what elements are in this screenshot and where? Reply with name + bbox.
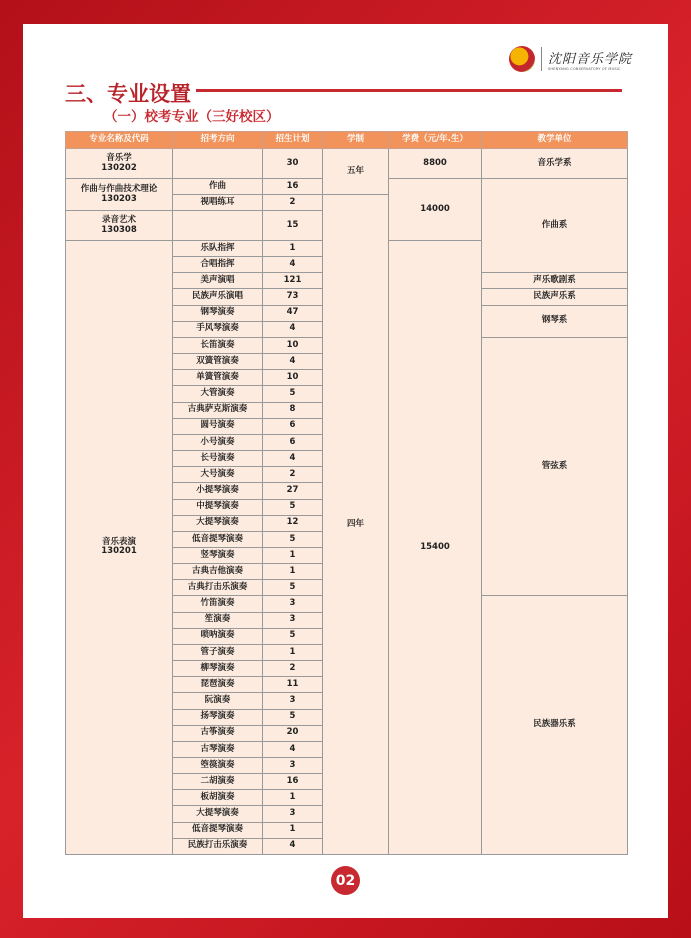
major-cell-text: 音乐学 (106, 152, 132, 163)
direction-cell (173, 806, 263, 822)
direction-cell (173, 644, 263, 660)
direction-cell (173, 580, 263, 596)
plan-cell (263, 483, 323, 499)
page-number: 02 (331, 866, 360, 895)
plan-cell (263, 321, 323, 337)
direction-cell-text: 笙演奏 (204, 614, 231, 625)
plan-cell-text: 4 (289, 743, 296, 754)
plan-cell (263, 774, 323, 790)
plan-cell-text: 47 (286, 307, 299, 318)
direction-cell (173, 838, 263, 854)
direction-cell-text: 大管演奏 (200, 388, 235, 399)
plan-cell (263, 515, 323, 531)
plan-cell-text: 5 (289, 533, 296, 544)
unit-cell-text: 音乐学系 (537, 157, 572, 168)
header-major: 专业名称及代码 (66, 132, 173, 149)
table-row (66, 149, 628, 179)
header-direction: 招考方向 (173, 132, 263, 149)
direction-cell-text: 板胡演奏 (200, 792, 235, 802)
plan-cell (263, 337, 323, 353)
major-cell-code: 130202 (101, 162, 137, 173)
plan-cell-text: 10 (286, 339, 299, 350)
direction-cell (173, 693, 263, 709)
plan-cell-text: 11 (286, 678, 299, 689)
direction-cell-text: 手风琴演奏 (196, 323, 239, 334)
fee-cell (389, 149, 482, 179)
plan-cell-text: 5 (289, 581, 296, 592)
plan-cell (263, 257, 323, 273)
plan-cell-text: 3 (289, 808, 296, 819)
unit-cell-text: 民族器乐系 (533, 719, 576, 730)
plan-cell-text: 3 (289, 614, 296, 625)
fee-cell (389, 241, 482, 855)
unit-cell (482, 289, 628, 305)
header-plan: 招生计划 (263, 132, 323, 149)
school-logo (509, 46, 632, 72)
title-divider (196, 89, 622, 92)
plan-cell-text: 15 (286, 219, 299, 230)
direction-cell (173, 467, 263, 483)
plan-cell-text: 27 (286, 485, 299, 496)
plan-cell (263, 580, 323, 596)
duration-cell-text: 四年 (346, 518, 364, 529)
direction-cell (173, 564, 263, 580)
plan-cell (263, 531, 323, 547)
direction-cell (173, 677, 263, 693)
direction-cell-text: 大提琴演奏 (196, 517, 239, 528)
unit-cell (482, 596, 628, 855)
direction-cell-text: 唢呐演奏 (200, 630, 235, 641)
plan-cell-text: 5 (289, 388, 296, 399)
direction-cell (173, 741, 263, 757)
direction-cell (173, 628, 263, 644)
major-cell (66, 179, 173, 211)
unit-cell (482, 149, 628, 179)
logo-name-en: SHENYANG CONSERVATORY OF MUSIC (548, 66, 621, 71)
major-cell-code: 130308 (101, 224, 137, 235)
unit-cell (482, 337, 628, 596)
major-cell-text: 作曲与作曲技术理论 (80, 183, 158, 194)
direction-cell-text: 小提琴演奏 (196, 485, 239, 496)
header-unit: 教学单位 (482, 132, 628, 149)
direction-cell-text: 小号演奏 (200, 436, 235, 447)
plan-cell (263, 709, 323, 725)
direction-cell-text: 低音提琴演奏 (191, 824, 243, 835)
school-emblem-icon (509, 46, 535, 72)
plan-cell-text: 1 (289, 549, 296, 560)
direction-cell-text: 美声演唱 (200, 275, 235, 285)
plan-cell-text: 1 (289, 792, 296, 802)
unit-cell-text: 作曲系 (541, 219, 568, 230)
unit-cell (482, 273, 628, 289)
plan-cell (263, 644, 323, 660)
plan-cell-text: 4 (289, 840, 296, 851)
direction-cell-text: 大提琴演奏 (196, 808, 239, 819)
direction-cell (173, 451, 263, 467)
plan-cell-text: 5 (289, 711, 296, 722)
plan-cell (263, 149, 323, 179)
unit-cell (482, 179, 628, 273)
plan-cell (263, 564, 323, 580)
logo-divider (541, 47, 542, 71)
major-cell-text: 音乐表演 (101, 536, 136, 547)
direction-cell-text: 合唱指挥 (200, 258, 235, 269)
duration-cell (323, 195, 389, 855)
direction-cell (173, 596, 263, 612)
plan-cell-text: 4 (289, 258, 296, 269)
direction-cell (173, 241, 263, 257)
direction-cell (173, 370, 263, 386)
plan-cell-text: 6 (289, 420, 296, 431)
fee-cell-text: 8800 (423, 157, 447, 168)
plan-cell-text: 5 (289, 630, 296, 641)
plan-cell (263, 741, 323, 757)
direction-cell-text: 扬琴演奏 (200, 711, 235, 722)
direction-cell (173, 661, 263, 677)
plan-cell (263, 273, 323, 289)
direction-cell (173, 386, 263, 402)
table-header-row (66, 132, 628, 149)
direction-cell (173, 483, 263, 499)
direction-cell (173, 179, 263, 195)
unit-cell-text: 管弦系 (541, 460, 568, 471)
plan-cell-text: 5 (289, 501, 296, 512)
direction-cell-text: 古典萨克斯演奏 (187, 404, 248, 415)
major-cell (66, 211, 173, 241)
direction-cell (173, 289, 263, 305)
direction-cell-text: 大号演奏 (200, 468, 235, 479)
plan-cell-text: 1 (289, 824, 296, 835)
direction-cell-text: 视唱练耳 (200, 196, 235, 207)
direction-cell-text: 作曲 (208, 180, 226, 191)
major-cell-text: 录音艺术 (101, 214, 136, 225)
direction-cell (173, 612, 263, 628)
plan-cell-text: 1 (289, 646, 296, 657)
direction-cell (173, 321, 263, 337)
direction-cell-text: 古筝演奏 (200, 727, 235, 738)
direction-cell-text: 古典吉他演奏 (191, 565, 243, 576)
direction-cell-text: 钢琴演奏 (200, 307, 235, 318)
plan-cell (263, 418, 323, 434)
unit-cell-text: 钢琴系 (541, 315, 568, 326)
direction-cell-text: 柳琴演奏 (200, 662, 235, 673)
direction-cell (173, 337, 263, 353)
direction-cell (173, 402, 263, 418)
direction-cell (173, 709, 263, 725)
plan-cell (263, 305, 323, 321)
direction-cell (173, 499, 263, 515)
direction-cell-text: 长号演奏 (200, 452, 235, 463)
unit-cell (482, 305, 628, 337)
plan-cell (263, 467, 323, 483)
plan-cell (263, 241, 323, 257)
logo-name-cn: 沈阳音乐学院 (548, 51, 633, 67)
direction-cell (173, 257, 263, 273)
plan-cell (263, 758, 323, 774)
direction-cell (173, 305, 263, 321)
plan-cell-text: 10 (286, 371, 299, 382)
direction-cell (173, 531, 263, 547)
major-cell-code: 130203 (101, 193, 137, 204)
plan-cell-text: 73 (286, 291, 299, 302)
plan-cell-text: 3 (289, 695, 296, 706)
plan-cell-text: 1 (289, 242, 296, 253)
plan-cell-text: 20 (286, 727, 299, 738)
direction-cell-text: 阮演奏 (204, 695, 231, 706)
direction-cell (173, 725, 263, 741)
header-fee: 学费（元/年.生） (389, 132, 482, 149)
plan-cell-text: 30 (286, 157, 299, 168)
direction-cell (173, 515, 263, 531)
fee-cell-text: 14000 (420, 203, 450, 214)
duration-cell-text: 五年 (346, 165, 364, 176)
plan-cell (263, 661, 323, 677)
header-duration: 学制 (323, 132, 389, 149)
plan-cell (263, 179, 323, 195)
plan-cell (263, 612, 323, 628)
plan-cell (263, 211, 323, 241)
plan-cell (263, 434, 323, 450)
plan-cell (263, 693, 323, 709)
direction-cell-text: 长笛演奏 (200, 339, 235, 350)
plan-cell-text: 2 (289, 196, 296, 207)
plan-cell (263, 596, 323, 612)
plan-cell-text: 12 (286, 517, 299, 528)
direction-cell-text: 民族声乐演唱 (191, 291, 243, 302)
duration-cell (323, 149, 389, 195)
direction-cell-text: 民族打击乐演奏 (187, 840, 248, 851)
majors-table (65, 131, 628, 855)
direction-cell-text: 琵琶演奏 (200, 678, 235, 689)
direction-cell (173, 547, 263, 563)
direction-cell-text: 竹笛演奏 (200, 598, 235, 609)
plan-cell (263, 499, 323, 515)
plan-cell (263, 289, 323, 305)
direction-cell-text: 圆号演奏 (200, 420, 235, 431)
direction-cell (173, 822, 263, 838)
plan-cell (263, 838, 323, 854)
direction-cell (173, 418, 263, 434)
major-cell-code: 130201 (101, 546, 137, 557)
direction-cell (173, 149, 263, 179)
direction-cell-text: 古典打击乐演奏 (187, 581, 248, 592)
plan-cell (263, 195, 323, 211)
direction-cell-text: 古琴演奏 (200, 743, 235, 754)
direction-cell (173, 790, 263, 806)
major-cell (66, 149, 173, 179)
direction-cell-text: 双簧管演奏 (196, 355, 239, 366)
plan-cell (263, 451, 323, 467)
plan-cell-text: 1 (289, 565, 296, 576)
section-title: 三、专业设置 (65, 82, 191, 106)
plan-cell (263, 354, 323, 370)
unit-cell-text: 民族声乐系 (533, 291, 576, 302)
direction-cell (173, 211, 263, 241)
plan-cell (263, 806, 323, 822)
direction-cell-text: 竖琴演奏 (200, 549, 235, 560)
plan-cell-text: 121 (283, 275, 302, 285)
direction-cell (173, 195, 263, 211)
direction-cell (173, 273, 263, 289)
unit-cell-text: 声乐歌剧系 (533, 275, 576, 285)
plan-cell-text: 16 (286, 775, 299, 786)
plan-cell (263, 628, 323, 644)
plan-cell-text: 3 (289, 598, 296, 609)
plan-cell-text: 8 (289, 404, 296, 415)
plan-cell-text: 4 (289, 452, 296, 463)
fee-cell (389, 179, 482, 241)
direction-cell (173, 758, 263, 774)
direction-cell-text: 单簧管演奏 (196, 371, 239, 382)
plan-cell (263, 790, 323, 806)
direction-cell-text: 管子演奏 (200, 646, 235, 657)
plan-cell-text: 16 (286, 180, 299, 191)
subsection-title: （一）校考专业（三好校区） (104, 109, 280, 125)
plan-cell (263, 386, 323, 402)
plan-cell (263, 725, 323, 741)
direction-cell (173, 434, 263, 450)
plan-cell-text: 2 (289, 662, 296, 673)
plan-cell-text: 3 (289, 759, 296, 770)
plan-cell (263, 822, 323, 838)
direction-cell-text: 二胡演奏 (200, 775, 235, 786)
direction-cell-text: 乐队指挥 (200, 242, 235, 253)
plan-cell-text: 6 (289, 436, 296, 447)
direction-cell-text: 低音提琴演奏 (191, 533, 243, 544)
plan-cell (263, 547, 323, 563)
major-cell (66, 241, 173, 855)
fee-cell-text: 15400 (420, 541, 450, 552)
plan-cell (263, 402, 323, 418)
plan-cell-text: 4 (289, 355, 296, 366)
direction-cell-text: 中提琴演奏 (196, 501, 239, 512)
direction-cell (173, 774, 263, 790)
plan-cell (263, 370, 323, 386)
direction-cell (173, 354, 263, 370)
plan-cell-text: 2 (289, 468, 296, 479)
plan-cell-text: 4 (289, 323, 296, 334)
direction-cell-text: 箜篌演奏 (200, 759, 235, 770)
plan-cell (263, 677, 323, 693)
